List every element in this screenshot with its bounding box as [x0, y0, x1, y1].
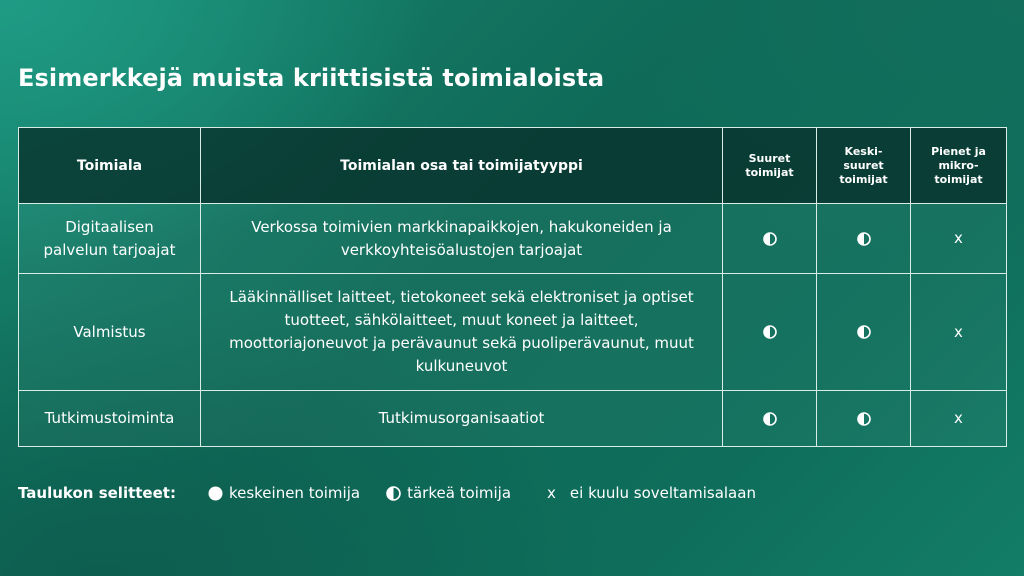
sector-text: Digitaalisen palvelun tarjoajat [43, 217, 176, 259]
half-circle-icon [763, 412, 777, 426]
table-row [19, 204, 1007, 274]
cell-subsector [201, 204, 723, 274]
legend-important-text: tärkeä toimija [407, 484, 512, 502]
legend-label: Taulukon selitteet: [18, 484, 176, 502]
header-large-label: Suuret toimijat [745, 151, 794, 179]
half-circle-icon [857, 232, 871, 246]
subsector-text: Tutkimusorganisaatiot [378, 409, 545, 427]
half-circle-icon [763, 232, 777, 246]
subsector-text: Lääkinnälliset laitteet, tietokoneet sekä elektroniset ja optiset tuotteet, sähkölaitteet, muut koneet ja laitteet, moottoriajoneuvot ja perävaunut sekä puoliperävaunut, muut kulkuneuvot [229, 288, 694, 375]
header-sector: Toimiala [19, 128, 201, 204]
header-medium-label: Keski-suuret toimijat [839, 144, 888, 186]
legend [18, 484, 782, 502]
header-small-label: Pienet ja mikro-toimijat [931, 144, 986, 186]
cell-medium [817, 274, 911, 391]
cell-small [911, 391, 1007, 447]
half-circle-icon [763, 325, 777, 339]
legend-item-not-applicable [537, 484, 756, 502]
half-circle-icon [857, 325, 871, 339]
cell-subsector [201, 274, 723, 391]
cell-small [911, 274, 1007, 391]
cell-medium [817, 204, 911, 274]
sector-text: Valmistus [73, 322, 146, 341]
sector-text: Tutkimustoiminta [44, 409, 175, 427]
page-title: Esimerkkejä muista kriittisistä toimialoista [18, 64, 605, 92]
header-subsector: Toimialan osa tai toimijatyyppi [201, 128, 723, 204]
sector-table [18, 127, 1007, 447]
legend-item-important [386, 484, 511, 502]
half-circle-icon [857, 412, 871, 426]
x-mark: x [954, 322, 963, 341]
cell-large [723, 274, 817, 391]
cell-subsector [201, 391, 723, 447]
cell-sector [19, 204, 201, 274]
table-row [19, 391, 1007, 447]
half-circle-icon [386, 486, 401, 501]
legend-not-applicable-text: ei kuulu soveltamisalaan [569, 484, 756, 502]
header-small [911, 128, 1007, 204]
cell-sector [19, 274, 201, 391]
table-header-row [19, 128, 1007, 204]
x-mark: x [954, 229, 963, 247]
subsector-text: Verkossa toimivien markkinapaikkojen, hakukoneiden ja verkkoyhteisöalustojen tarjoajat [251, 217, 672, 259]
x-mark: x [547, 484, 556, 502]
full-circle-icon [208, 486, 223, 501]
cell-small [911, 204, 1007, 274]
x-mark: x [954, 409, 963, 427]
cell-large [723, 391, 817, 447]
cell-large [723, 204, 817, 274]
legend-essential-text: keskeinen toimija [228, 484, 361, 502]
cell-medium [817, 391, 911, 447]
table-row [19, 274, 1007, 391]
header-medium [817, 128, 911, 204]
header-large [723, 128, 817, 204]
legend-item-essential [208, 484, 360, 502]
cell-sector [19, 391, 201, 447]
